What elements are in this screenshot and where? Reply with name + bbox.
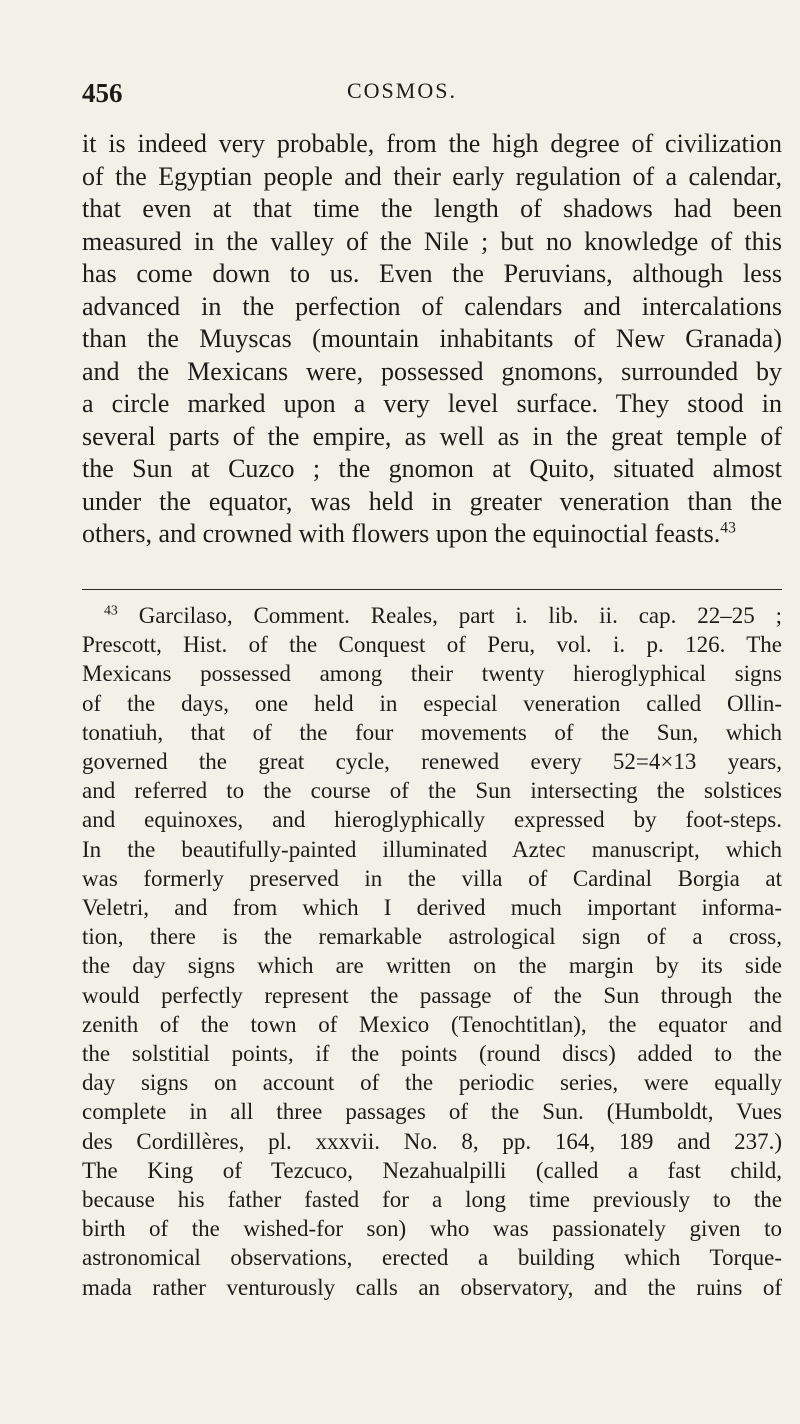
footnote-line: the solstitial points, if the points (round discs) added to the	[82, 1041, 782, 1067]
footnote-line: birth of the wished-for son) who was passionately given to	[82, 1216, 782, 1242]
footnote-reference[interactable]: 43	[720, 519, 736, 537]
text-line: a circle marked upon a very level surface. They stood in	[82, 389, 782, 418]
footnote-line: tonatiuh, that of the four movements of the Sun, which	[82, 719, 782, 745]
footnote-line: was formerly preserved in the villa of Cardinal Borgia at	[82, 865, 782, 891]
text-line: than the Muyscas (mountain inhabitants of New Granada)	[82, 324, 782, 353]
running-head: COSMOS.	[347, 78, 457, 103]
footnote-line: and equinoxes, and hieroglyphically expressed by foot-steps.	[82, 807, 782, 833]
footnote	[82, 601, 782, 1302]
footnote-line: The King of Tezcuco, Nezahualpilli (called a fast child,	[82, 1157, 782, 1183]
footnote-line: des Cordillères, pl. xxxvii. No. 8, pp. 164, 189 and 237.)	[82, 1128, 782, 1154]
text-line: advanced in the perfection of calendars and intercalations	[82, 291, 782, 321]
footnote-line: In the beautifully-painted illuminated Aztec manuscript, which	[82, 836, 782, 862]
footnote-line: zenith of the town of Mexico (Tenochtitlan), the equator and	[82, 1011, 782, 1037]
footnote-line: tion, there is the remarkable astrological sign of a cross,	[82, 924, 782, 950]
text-line: it is indeed very probable, from the high degree of civilization	[82, 129, 782, 158]
footnote-line: Prescott, Hist. of the Conquest of Peru, vol. i. p. 126. The	[82, 632, 782, 658]
footnote-line: day signs on account of the periodic series, were equally	[82, 1070, 782, 1096]
main-text	[82, 128, 782, 551]
text-line: others, and crowned with flowers upon the equinoctial feasts.	[82, 519, 721, 548]
text-line: several parts of the empire, as well as in the great temple of	[82, 421, 782, 451]
footnote-line: of the days, one held in especial veneration called Ollin-	[82, 690, 782, 716]
footnote-line: and referred to the course of the Sun intersecting the solstices	[82, 778, 782, 804]
footnote-line: Garcilaso, Comment. Reales, part i. lib. ii. cap. 22–25 ;	[138, 603, 783, 628]
text-line-last	[82, 518, 782, 551]
page-header	[82, 78, 722, 118]
text-line: and the Mexicans were, possessed gnomons, surrounded by	[82, 356, 782, 386]
footnote-line: governed the great cycle, renewed every 52=4×13 years,	[82, 749, 782, 775]
footnote-line: Mexicans possessed among their twenty hieroglyphical signs	[82, 661, 782, 687]
footnote-line: mada rather venturously calls an observatory, and the ruins of	[82, 1274, 782, 1300]
text-line: has come down to us. Even the Peruvians, although less	[82, 259, 782, 288]
footnote-line-first	[82, 601, 782, 630]
text-line: under the equator, was held in greater veneration than the	[82, 486, 782, 516]
footnote-line: complete in all three passages of the Sun. (Humboldt, Vues	[82, 1099, 782, 1125]
footnote-line: because his father fasted for a long time previously to the	[82, 1187, 782, 1213]
footnote-line: the day signs which are written on the margin by its side	[82, 953, 782, 979]
text-line: of the Egyptian people and their early regulation of a calendar,	[82, 161, 782, 191]
text-line: measured in the valley of the Nile ; but no knowledge of this	[82, 226, 782, 256]
page-number: 456	[82, 78, 123, 108]
footnote-line: would perfectly represent the passage of the Sun through the	[82, 982, 782, 1008]
text-line: the Sun at Cuzco ; the gnomon at Quito, situated almost	[82, 454, 782, 483]
footnote-line: Veletri, and from which I derived much important informa-	[82, 895, 782, 921]
text-line: that even at that time the length of shadows had been	[82, 194, 782, 223]
footnote-line: astronomical observations, erected a building which Torque-	[82, 1245, 782, 1271]
footnote-marker: 43	[104, 602, 118, 618]
footnote-divider	[82, 589, 782, 590]
